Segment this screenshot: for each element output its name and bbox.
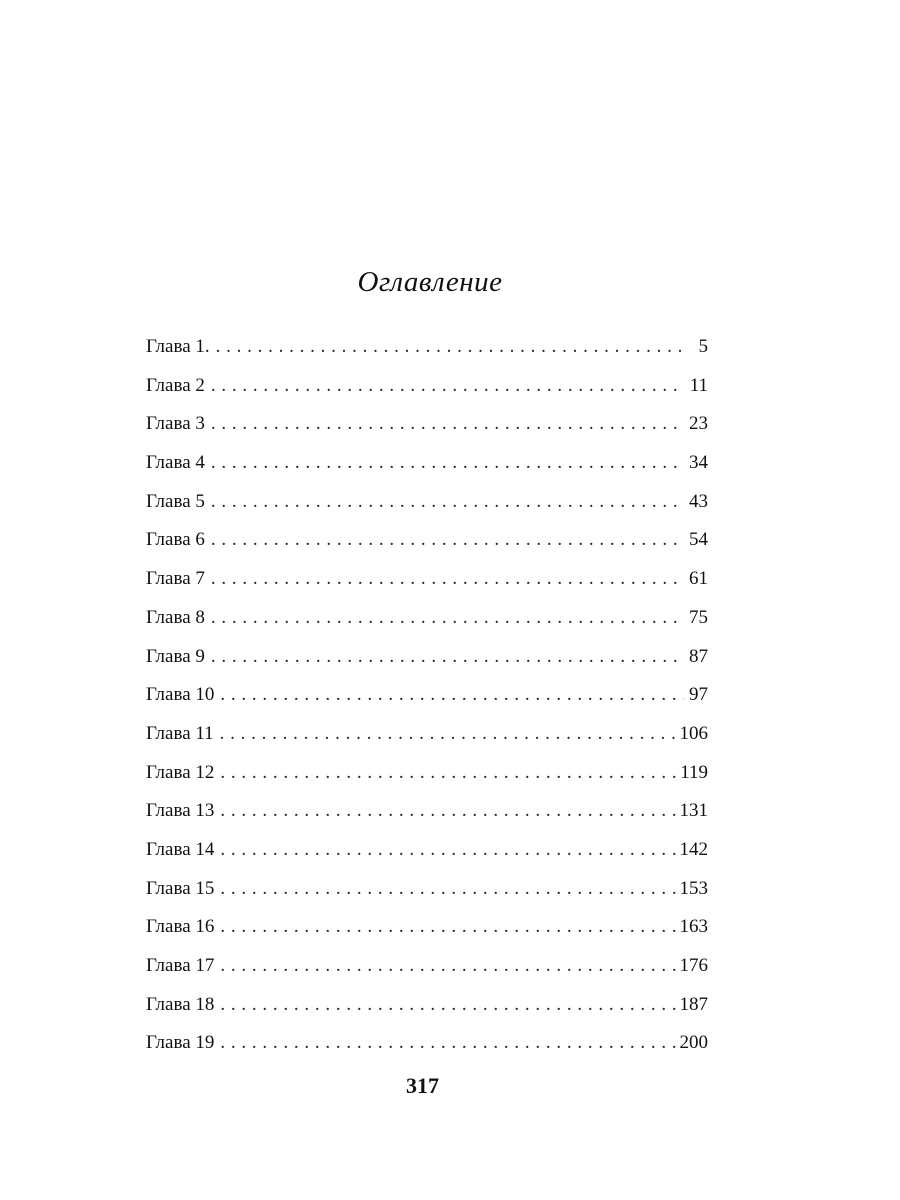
dot-leader [220, 986, 675, 1025]
dot-leader [220, 676, 684, 715]
toc-list [146, 328, 708, 1063]
toc-entry-page: 97 [689, 684, 708, 706]
toc-entry-label: Глава 8 [146, 606, 205, 628]
toc-entry-label: Глава 15 [146, 877, 215, 899]
dot-leader [211, 483, 684, 522]
toc-entry[interactable] [146, 754, 708, 793]
toc-entry-page: 200 [679, 1032, 708, 1054]
toc-entry-page: 75 [689, 606, 708, 628]
dot-leader [211, 638, 684, 677]
toc-entry-label: Глава 12 [146, 761, 215, 783]
dot-leader [216, 328, 684, 367]
dot-leader [220, 754, 676, 793]
toc-entry[interactable] [146, 986, 708, 1025]
toc-title: Оглавление [357, 266, 503, 298]
toc-entry-page: 142 [679, 838, 708, 860]
toc-entry-page: 34 [689, 452, 708, 474]
toc-entry[interactable] [146, 1024, 708, 1063]
toc-entry-page: 119 [680, 761, 708, 783]
toc-entry-label: Глава 2 [146, 374, 205, 396]
toc-entry[interactable] [146, 831, 708, 870]
toc-entry-label: Глава 16 [146, 916, 215, 938]
page-number: 317 [406, 1073, 439, 1098]
dot-leader [220, 792, 675, 831]
dot-leader [220, 870, 675, 909]
toc-entry[interactable] [146, 870, 708, 909]
dot-leader [220, 1024, 675, 1063]
dot-leader [220, 908, 675, 947]
toc-entry-page: 106 [679, 722, 708, 744]
toc-entry-label: Глава 11 [146, 722, 214, 744]
toc-entry-label: Глава 3 [146, 413, 205, 435]
toc-entry[interactable] [146, 560, 708, 599]
toc-entry-label: Глава 14 [146, 838, 215, 860]
toc-entry[interactable] [146, 715, 708, 754]
toc-entry-label: Глава 13 [146, 800, 215, 822]
toc-entry-page: 43 [689, 490, 708, 512]
toc-entry-label: Глава 10 [146, 684, 215, 706]
toc-entry[interactable] [146, 792, 708, 831]
toc-entry-page: 5 [698, 336, 708, 357]
toc-entry[interactable] [146, 676, 708, 715]
toc-entry[interactable] [146, 405, 708, 444]
dot-leader [211, 444, 684, 483]
dot-leader [220, 947, 675, 986]
toc-entry-page: 11 [689, 374, 708, 396]
toc-entry-page: 153 [679, 877, 708, 899]
dot-leader [220, 715, 676, 754]
toc-entry-page: 87 [689, 645, 708, 667]
toc-entry-label: Глава 1. [146, 336, 210, 357]
toc-entry[interactable] [146, 638, 708, 677]
toc-entry-label: Глава 7 [146, 568, 205, 590]
toc-entry[interactable] [146, 947, 708, 986]
dot-leader [211, 405, 684, 444]
dot-leader [211, 367, 684, 406]
toc-entry-page: 23 [689, 413, 708, 435]
toc-entry-label: Глава 18 [146, 993, 215, 1015]
toc-entry-label: Глава 4 [146, 452, 205, 474]
toc-entry-page: 54 [689, 529, 708, 551]
toc-entry[interactable] [146, 599, 708, 638]
toc-entry[interactable] [146, 328, 708, 367]
dot-leader [211, 560, 684, 599]
dot-leader [211, 521, 684, 560]
toc-entry[interactable] [146, 908, 708, 947]
toc-entry-label: Глава 9 [146, 645, 205, 667]
toc-entry-page: 187 [679, 993, 708, 1015]
toc-entry[interactable] [146, 444, 708, 483]
toc-entry-page: 176 [679, 955, 708, 976]
toc-entry[interactable] [146, 521, 708, 560]
dot-leader [220, 831, 675, 870]
toc-entry-label: Глава 6 [146, 529, 205, 551]
toc-entry-page: 61 [689, 568, 708, 590]
toc-entry-label: Глава 5 [146, 490, 205, 512]
toc-entry-page: 131 [679, 800, 708, 822]
toc-entry-label: Глава 17 [146, 955, 215, 976]
toc-entry-label: Глава 19 [146, 1032, 215, 1054]
toc-entry[interactable] [146, 483, 708, 522]
toc-entry[interactable] [146, 367, 708, 406]
dot-leader [211, 599, 684, 638]
toc-entry-page: 163 [679, 916, 708, 938]
